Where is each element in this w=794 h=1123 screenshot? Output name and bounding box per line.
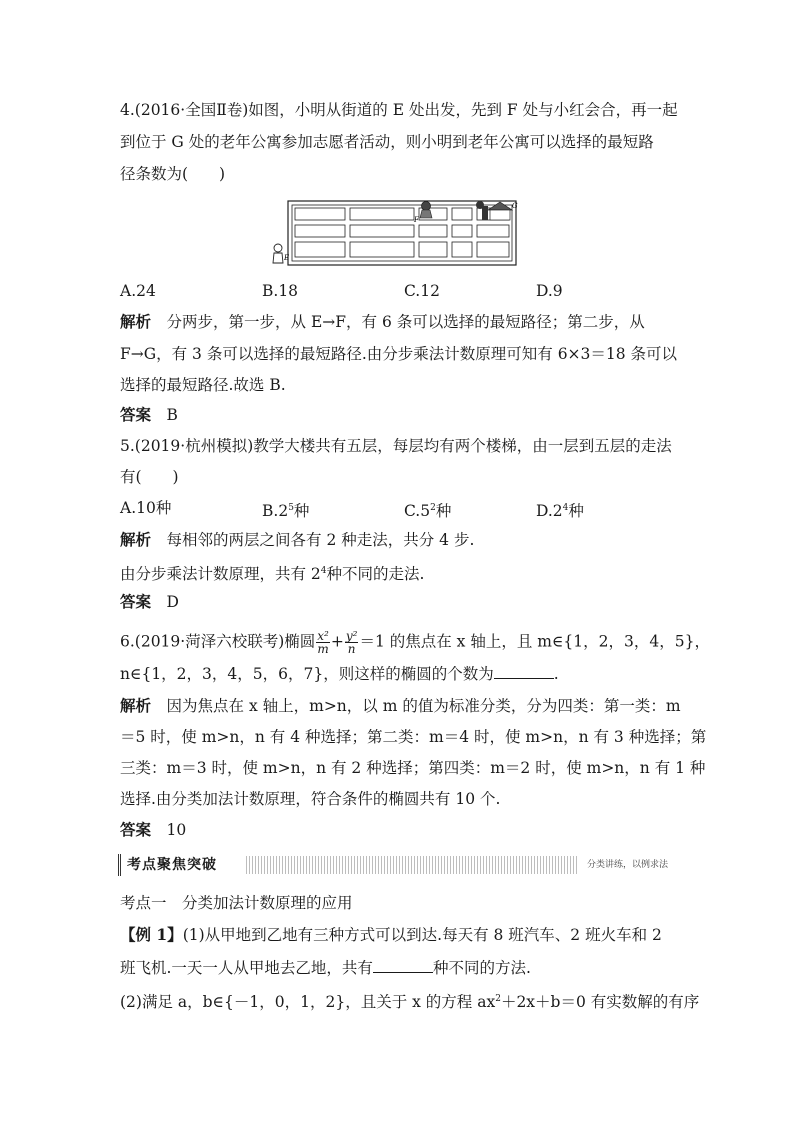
answer-blank xyxy=(494,663,554,679)
q4-stem-line3: 径条数为( ) xyxy=(120,165,226,183)
q6-analysis-line4: 选择.由分类加法计数原理，符合条件的椭圆共有 10 个. xyxy=(120,790,501,808)
q5-stem-line2: 有( ) xyxy=(120,468,179,486)
analysis-label: 解析 xyxy=(120,696,152,715)
label-f: F xyxy=(414,216,419,224)
q5-option-a: A.10种 xyxy=(120,499,172,517)
q6-analysis-line3: 三类：m＝3 时，使 m>n，n 有 2 种选择；第四类：m＝2 时，使 m>n，n 有 1 种 xyxy=(120,759,706,777)
q6-analysis-line1: 解析 因为焦点在 x 轴上，m>n，以 m 的值为标准分类，分为四类：第一类：m xyxy=(120,696,681,715)
answer-blank xyxy=(373,957,433,973)
answer-label: 答案 xyxy=(120,592,152,611)
fraction-x2-over-m: $\frac{\text{x²}}{m}$ xyxy=(317,629,329,656)
q4-analysis-line3: 选择的最短路径.故选 B. xyxy=(120,376,286,394)
q5-option-b: $B.2^5$种 xyxy=(262,502,310,521)
street-grid-figure xyxy=(268,196,538,272)
q5-analysis-line2: 由分步乘法计数原理，共有 $2^4$种不同的走法. xyxy=(120,565,425,584)
q4-option-d: D.9 xyxy=(536,282,563,300)
q6-answer: 答案 10 xyxy=(120,820,187,839)
analysis-label: 解析 xyxy=(120,312,152,331)
banner-subtitle: 分类讲练，以例求法 xyxy=(577,856,678,874)
label-e: E xyxy=(284,254,290,262)
q4-analysis-line1: 解析 分两步，第一步，从 E→F，有 6 条可以选择的最短路径；第二步，从 xyxy=(120,312,645,331)
q6-stem-line2: n∈{1，2，3，4，5，6，7}，则这样的椭圆的个数为 . xyxy=(120,665,559,683)
q5-analysis-line1: 解析 每相邻的两层之间各有 2 种走法，共分 4 步. xyxy=(120,530,475,549)
person-xiaohong-icon xyxy=(420,202,432,219)
section-heading: 考点一 分类加法计数原理的应用 xyxy=(120,894,353,912)
example-label: 【例 1】 xyxy=(120,925,183,944)
banner-title: 考点聚焦突破 xyxy=(118,854,245,876)
example1-part2-line1: (2)满足 a，b∈{－1，0，1，2}，且关于 x 的方程 $ax^2+2x+b=0$ 有实数解的有序 xyxy=(120,993,700,1012)
section-banner xyxy=(118,854,678,876)
answer-label: 答案 xyxy=(120,820,152,839)
apartment-house-icon xyxy=(476,201,512,220)
q4-stem-line1: 4.(2016·全国Ⅱ卷)如图，小明从街道的 E 处出发，先到 F 处与小红会合，再一起 xyxy=(120,101,678,119)
q5-option-c: $C.5^2$种 xyxy=(404,502,452,521)
analysis-label: 解析 xyxy=(120,530,152,549)
q4-option-c: C.12 xyxy=(404,282,440,300)
fraction-y2-over-n: $\frac{\text{y²}}{n}$ xyxy=(345,629,358,656)
q4-option-a: A.24 xyxy=(120,282,156,300)
q5-stem-line1: 5.(2019·杭州模拟)教学大楼共有五层，每层均有两个楼梯，由一层到五层的走法 xyxy=(120,437,672,455)
example1-line1: 【例 1】(1)从甲地到乙地有三种方式可以到达.每天有 8 班汽车、2 班火车和 2 xyxy=(120,925,662,944)
person-xiaoming-icon xyxy=(273,244,283,263)
q4-option-b: B.18 xyxy=(262,282,299,300)
q6-stem-line1: 6.(2019·菏泽六校联考)椭圆 $\frac{\text{x²}}{m}$ + $\frac{\text{y²}}{n}$ ＝1 的焦点在 x 轴上，且 m∈{1，2，3，4，5}， xyxy=(120,629,710,656)
answer-label: 答案 xyxy=(120,405,152,424)
example1-line2: 班飞机.一天一人从甲地去乙地，共有 种不同的方法. xyxy=(120,959,531,977)
q4-analysis-line2: F→G，有 3 条可以选择的最短路径.由分步乘法计数原理可知有 6×3＝18 条可以 xyxy=(120,345,678,363)
q4-answer: 答案 B xyxy=(120,405,178,424)
q6-analysis-line2: ＝5 时，使 m>n，n 有 4 种选择；第二类：m＝4 时，使 m>n，n 有 3 种选择；第 xyxy=(120,728,707,746)
q5-option-d: $D.2^4$种 xyxy=(536,502,584,521)
q5-answer: 答案 D xyxy=(120,592,179,611)
label-g: G xyxy=(512,202,518,210)
q4-stem-line2: 到位于 G 处的老年公寓参加志愿者活动，则小明到老年公寓可以选择的最短路 xyxy=(120,133,654,151)
